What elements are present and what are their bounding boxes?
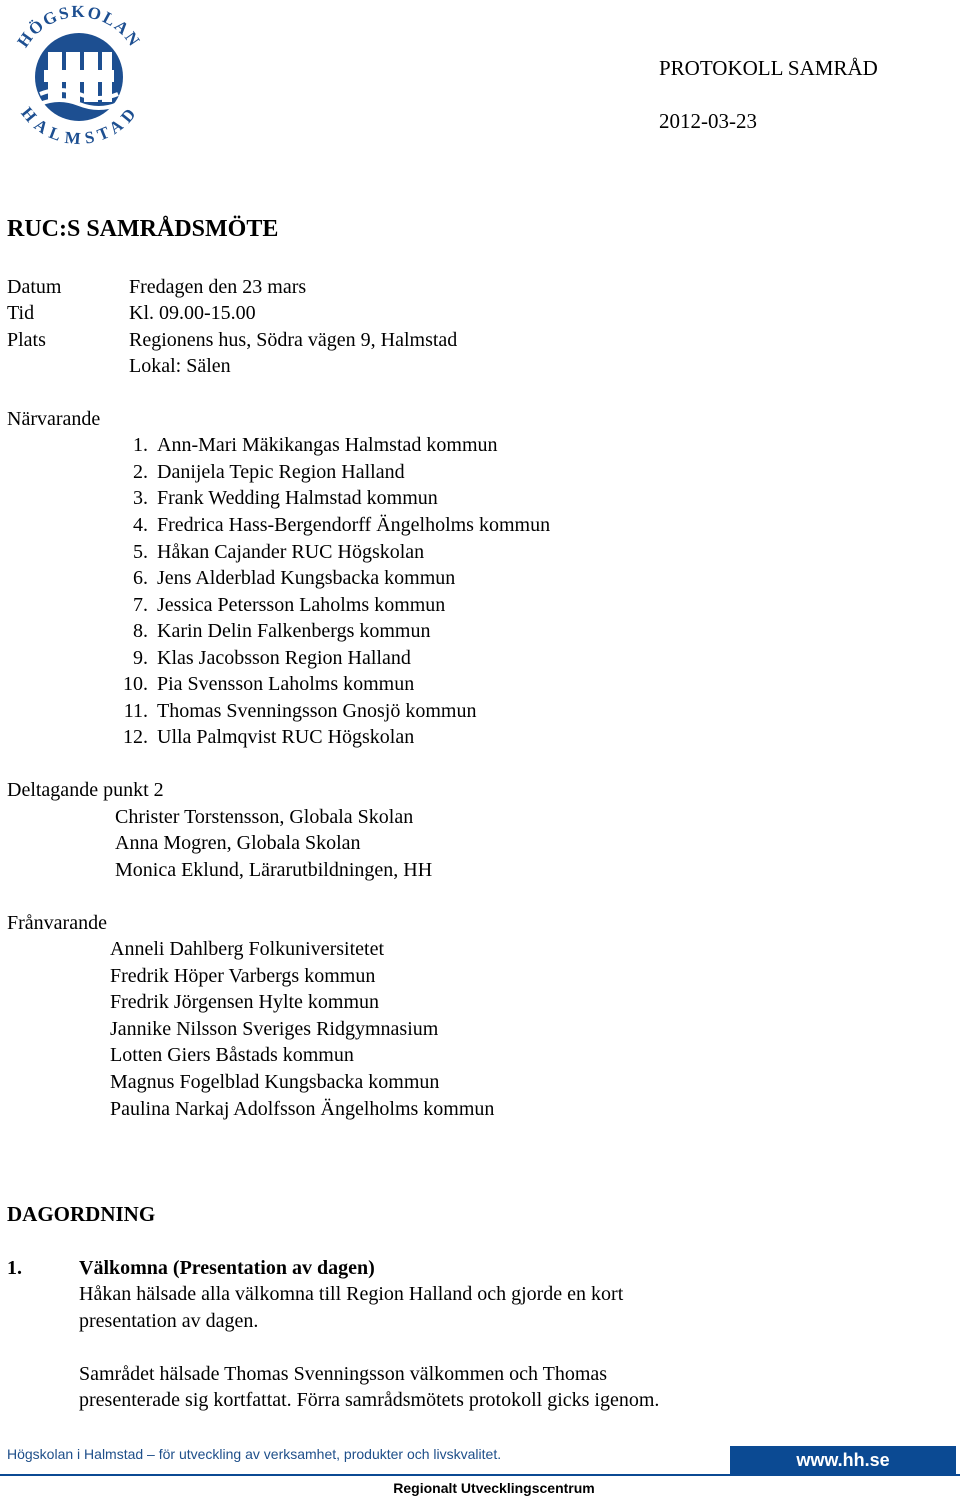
meta-label-datum: Datum	[7, 276, 62, 298]
agenda-heading: DAGORDNING	[7, 1202, 156, 1226]
agenda-item-title: Välkomna (Presentation av dagen)	[79, 1257, 375, 1279]
absent-name: Fredrik Jörgensen Hylte kommun	[110, 991, 380, 1013]
present-name: Pia Svensson Laholms kommun	[157, 673, 415, 695]
participant-name: Christer Torstensson, Globala Skolan	[115, 806, 414, 828]
present-name: Karin Delin Falkenbergs kommun	[157, 620, 431, 642]
present-name: Danijela Tepic Region Halland	[157, 461, 405, 483]
footer-center-text: Regionalt Utvecklingscentrum	[393, 1480, 595, 1496]
meta-value-plats: Regionens hus, Södra vägen 9, Halmstad	[129, 329, 458, 351]
present-name: Ann-Mari Mäkikangas Halmstad kommun	[157, 434, 498, 456]
meta-label-tid: Tid	[7, 302, 35, 324]
logo-ring-bottom: HALMSTAD	[17, 103, 141, 149]
present-number: 8.	[133, 620, 148, 642]
present-name: Thomas Svenningsson Gnosjö kommun	[157, 700, 477, 722]
absent-name: Paulina Narkaj Adolfsson Ängelholms kommun	[110, 1098, 495, 1120]
meta-value-lokal: Lokal: Sälen	[129, 355, 231, 377]
present-number: 3.	[133, 487, 148, 509]
agenda-item-number: 1.	[7, 1257, 22, 1279]
footer-slogan: Högskolan i Halmstad – för utveckling av verksamhet, produkter och livskvalitet.	[7, 1446, 502, 1462]
footer-url[interactable]: www.hh.se	[730, 1446, 956, 1474]
agenda-text-line: Samrådet hälsade Thomas Svenningsson välkommen och Thomas	[79, 1363, 608, 1385]
present-number: 7.	[133, 594, 148, 616]
present-number: 11.	[123, 700, 148, 722]
present-number: 6.	[133, 567, 148, 589]
agenda-text-line: Håkan hälsade alla välkomna till Region Halland och gjorde en kort	[79, 1283, 624, 1305]
absent-name: Fredrik Höper Varbergs kommun	[110, 965, 376, 987]
hogskolan-halmstad-logo	[4, 2, 154, 152]
absent-name: Magnus Fogelblad Kungsbacka kommun	[110, 1071, 440, 1093]
absent-heading: Frånvarande	[7, 912, 107, 934]
participant-name: Anna Mogren, Globala Skolan	[115, 832, 361, 854]
present-name: Ulla Palmqvist RUC Högskolan	[157, 726, 415, 748]
present-number: 12.	[123, 726, 148, 748]
participants-heading: Deltagande punkt 2	[7, 779, 164, 801]
absent-name: Jannike Nilsson Sveriges Ridgymnasium	[110, 1018, 439, 1040]
participant-name: Monica Eklund, Lärarutbildningen, HH	[115, 859, 433, 881]
present-heading: Närvarande	[7, 408, 101, 430]
agenda-text-line: presenterade sig kortfattat. Förra samrådsmötets protokoll gicks igenom.	[79, 1389, 660, 1411]
present-name: Frank Wedding Halmstad kommun	[157, 487, 438, 509]
present-name: Håkan Cajander RUC Högskolan	[157, 541, 425, 563]
present-name: Klas Jacobsson Region Halland	[157, 647, 411, 669]
present-number: 2.	[133, 461, 148, 483]
absent-name: Lotten Giers Båstads kommun	[110, 1044, 354, 1066]
present-number: 1.	[133, 434, 148, 456]
meta-label-plats: Plats	[7, 329, 46, 351]
present-name: Jessica Petersson Laholms kommun	[157, 594, 446, 616]
present-name: Jens Alderblad Kungsbacka kommun	[157, 567, 456, 589]
logo-ring-top: HÖGSKOLAN	[13, 2, 145, 51]
page-title: RUC:S SAMRÅDSMÖTE	[7, 216, 279, 242]
meta-value-tid: Kl. 09.00-15.00	[129, 302, 256, 324]
document-type: PROTOKOLL SAMRÅD	[659, 56, 878, 80]
present-number: 5.	[133, 541, 148, 563]
document-date: 2012-03-23	[659, 109, 757, 133]
present-number: 4.	[133, 514, 148, 536]
present-number: 9.	[133, 647, 148, 669]
present-number: 10.	[123, 673, 148, 695]
agenda-text-line: presentation av dagen.	[79, 1310, 259, 1332]
present-name: Fredrica Hass-Bergendorff Ängelholms kommun	[157, 514, 551, 536]
absent-name: Anneli Dahlberg Folkuniversitetet	[110, 938, 385, 960]
meta-value-datum: Fredagen den 23 mars	[129, 276, 307, 298]
